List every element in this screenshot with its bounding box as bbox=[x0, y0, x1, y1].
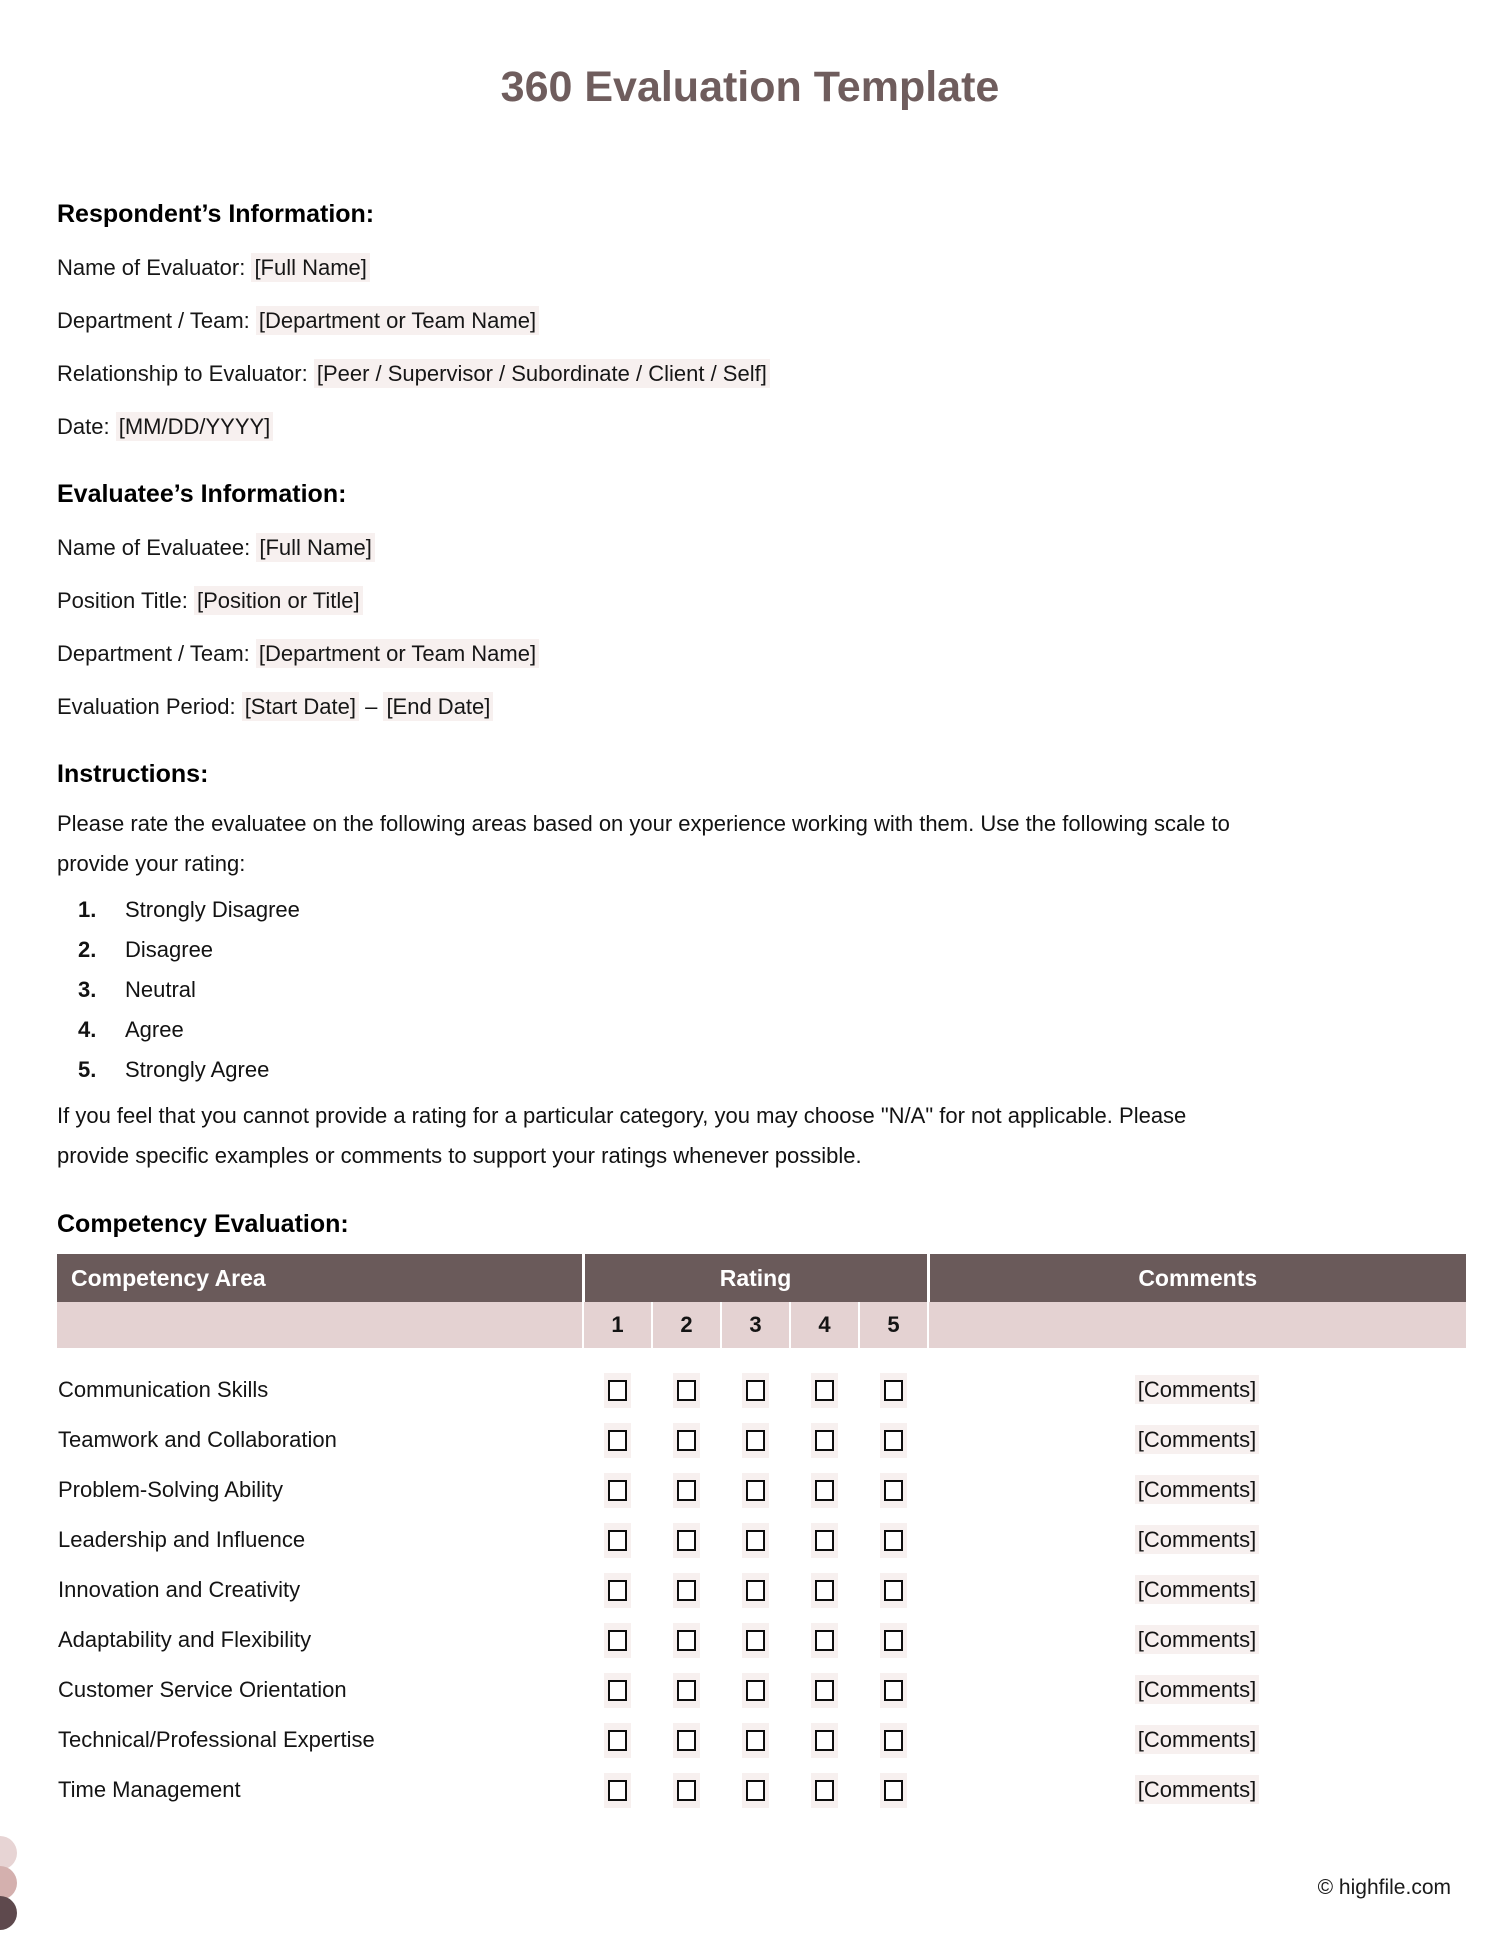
checkbox-icon bbox=[608, 1580, 627, 1601]
rating-cell bbox=[583, 1665, 652, 1715]
rating-cell bbox=[583, 1615, 652, 1665]
evaluatee-info-section bbox=[57, 478, 1464, 722]
scale-label: Neutral bbox=[125, 977, 196, 1002]
respondent-info-heading: Respondent’s Information: bbox=[57, 200, 375, 228]
rating-scale-item bbox=[78, 930, 1464, 970]
rating-scale-item bbox=[78, 1050, 1464, 1090]
column-header-comments: Comments bbox=[928, 1254, 1466, 1302]
rating-checkbox-2[interactable] bbox=[673, 1373, 700, 1408]
scale-number: 1. bbox=[78, 897, 97, 922]
respondent-info-section bbox=[57, 198, 1464, 442]
form-field bbox=[57, 411, 1464, 442]
comments-placeholder[interactable]: [Comments] bbox=[1135, 1725, 1260, 1754]
rating-checkbox-2[interactable] bbox=[673, 1573, 700, 1608]
rating-cell bbox=[652, 1515, 721, 1565]
rating-cell bbox=[652, 1348, 721, 1415]
comments-cell bbox=[928, 1348, 1466, 1415]
rating-checkbox-4[interactable] bbox=[811, 1773, 838, 1808]
rating-scale-number: 1 bbox=[583, 1302, 652, 1348]
checkbox-icon bbox=[746, 1430, 765, 1451]
rating-cell bbox=[721, 1665, 790, 1715]
field-label: Relationship to Evaluator: bbox=[57, 361, 308, 386]
rating-checkbox-4[interactable] bbox=[811, 1723, 838, 1758]
rating-checkbox-4[interactable] bbox=[811, 1423, 838, 1458]
logo-circle-dark-icon bbox=[0, 1896, 17, 1930]
rating-cell bbox=[721, 1615, 790, 1665]
table-row bbox=[57, 1348, 1466, 1415]
checkbox-icon bbox=[677, 1680, 696, 1701]
rating-checkbox-3[interactable] bbox=[742, 1423, 769, 1458]
checkbox-icon bbox=[884, 1480, 903, 1501]
respondent-fields bbox=[57, 252, 1464, 442]
rating-checkbox-3[interactable] bbox=[742, 1473, 769, 1508]
rating-cell bbox=[721, 1515, 790, 1565]
rating-cell bbox=[859, 1765, 928, 1815]
rating-scale-number: 3 bbox=[721, 1302, 790, 1348]
rating-scale-spacer-right bbox=[928, 1302, 1466, 1348]
rating-cell bbox=[790, 1665, 859, 1715]
field-label: Name of Evaluatee: bbox=[57, 535, 251, 560]
checkbox-icon bbox=[884, 1580, 903, 1601]
rating-cell bbox=[790, 1348, 859, 1415]
rating-checkbox-1[interactable] bbox=[604, 1773, 631, 1808]
checkbox-icon bbox=[608, 1680, 627, 1701]
rating-checkbox-4[interactable] bbox=[811, 1673, 838, 1708]
rating-checkbox-5[interactable] bbox=[880, 1623, 907, 1658]
rating-checkbox-1[interactable] bbox=[604, 1473, 631, 1508]
checkbox-icon bbox=[746, 1780, 765, 1801]
rating-checkbox-1[interactable] bbox=[604, 1423, 631, 1458]
checkbox-icon bbox=[677, 1780, 696, 1801]
copyright-text: © highfile.com bbox=[1317, 1876, 1451, 1899]
checkbox-icon bbox=[677, 1530, 696, 1551]
rating-checkbox-4[interactable] bbox=[811, 1473, 838, 1508]
rating-cell bbox=[583, 1415, 652, 1465]
form-field bbox=[57, 532, 1464, 563]
rating-cell bbox=[583, 1565, 652, 1615]
rating-cell bbox=[790, 1765, 859, 1815]
form-field bbox=[57, 252, 1464, 283]
rating-cell bbox=[859, 1665, 928, 1715]
competency-area-cell: Technical/Professional Expertise bbox=[58, 1727, 375, 1752]
rating-checkbox-2[interactable] bbox=[673, 1423, 700, 1458]
rating-cell bbox=[859, 1615, 928, 1665]
checkbox-icon bbox=[884, 1530, 903, 1551]
rating-checkbox-5[interactable] bbox=[880, 1473, 907, 1508]
checkbox-icon bbox=[608, 1630, 627, 1651]
checkbox-icon bbox=[815, 1380, 834, 1401]
rating-cell bbox=[790, 1565, 859, 1615]
rating-scale-row bbox=[57, 1302, 1466, 1348]
competency-area-cell: Communication Skills bbox=[58, 1377, 269, 1402]
rating-cell bbox=[721, 1715, 790, 1765]
rating-cell bbox=[652, 1615, 721, 1665]
rating-scale-list bbox=[78, 890, 1464, 1090]
rating-cell bbox=[583, 1765, 652, 1815]
highfile-logo bbox=[0, 1836, 23, 1936]
rating-cell bbox=[859, 1348, 928, 1415]
rating-cell bbox=[652, 1415, 721, 1465]
comments-placeholder[interactable]: [Comments] bbox=[1135, 1625, 1260, 1654]
competency-area-cell: Adaptability and Flexibility bbox=[58, 1627, 312, 1652]
rating-cell bbox=[721, 1765, 790, 1815]
field-label: Evaluation Period: bbox=[57, 694, 236, 719]
competency-area-cell: Leadership and Influence bbox=[58, 1527, 306, 1552]
form-field bbox=[57, 358, 1464, 389]
comments-placeholder[interactable]: [Comments] bbox=[1135, 1525, 1260, 1554]
comments-placeholder[interactable]: [Comments] bbox=[1135, 1675, 1260, 1704]
table-row bbox=[57, 1415, 1466, 1465]
rating-checkbox-3[interactable] bbox=[742, 1723, 769, 1758]
rating-cell bbox=[859, 1415, 928, 1465]
comments-placeholder[interactable]: [Comments] bbox=[1135, 1475, 1260, 1504]
rating-cell bbox=[583, 1515, 652, 1565]
evaluatee-fields bbox=[57, 532, 1464, 722]
checkbox-icon bbox=[677, 1630, 696, 1651]
rating-scale-item bbox=[78, 970, 1464, 1010]
rating-checkbox-1[interactable] bbox=[604, 1523, 631, 1558]
comments-cell bbox=[928, 1715, 1466, 1765]
rating-checkbox-4[interactable] bbox=[811, 1573, 838, 1608]
rating-checkbox-4[interactable] bbox=[811, 1523, 838, 1558]
form-field bbox=[57, 305, 1464, 336]
comments-placeholder[interactable]: [Comments] bbox=[1135, 1425, 1260, 1454]
field-label: Department / Team: bbox=[57, 641, 250, 666]
column-header-competency-area: Competency Area bbox=[57, 1254, 583, 1302]
rating-cell bbox=[652, 1665, 721, 1715]
rating-checkbox-5[interactable] bbox=[880, 1773, 907, 1808]
field-label: Date: bbox=[57, 414, 110, 439]
comments-cell bbox=[928, 1665, 1466, 1715]
scale-number: 2. bbox=[78, 937, 97, 962]
checkbox-icon bbox=[746, 1730, 765, 1751]
comments-cell bbox=[928, 1415, 1466, 1465]
rating-scale-item bbox=[78, 890, 1464, 930]
table-row bbox=[57, 1715, 1466, 1765]
rating-checkbox-1[interactable] bbox=[604, 1373, 631, 1408]
rating-checkbox-5[interactable] bbox=[880, 1573, 907, 1608]
rating-checkbox-2[interactable] bbox=[673, 1623, 700, 1658]
rating-checkbox-5[interactable] bbox=[880, 1673, 907, 1708]
competency-table bbox=[57, 1254, 1466, 1815]
checkbox-icon bbox=[677, 1380, 696, 1401]
competency-area-cell: Problem-Solving Ability bbox=[58, 1477, 283, 1502]
field-value-placeholder[interactable]: [Full Name] bbox=[251, 253, 369, 282]
rating-cell bbox=[721, 1465, 790, 1515]
rating-cell bbox=[583, 1715, 652, 1765]
field-label: Department / Team: bbox=[57, 308, 250, 333]
checkbox-icon bbox=[746, 1480, 765, 1501]
table-row bbox=[57, 1565, 1466, 1615]
rating-checkbox-5[interactable] bbox=[880, 1723, 907, 1758]
rating-cell bbox=[721, 1565, 790, 1615]
instructions-note: If you feel that you cannot provide a rating for a particular category, you may choose "N/A" for not applicable. Please provide specific examples or comments to support your ratings whenever possible. bbox=[57, 1103, 1187, 1168]
checkbox-icon bbox=[815, 1530, 834, 1551]
rating-scale-number: 5 bbox=[859, 1302, 928, 1348]
rating-cell bbox=[583, 1348, 652, 1415]
comments-cell bbox=[928, 1765, 1466, 1815]
rating-checkbox-3[interactable] bbox=[742, 1673, 769, 1708]
rating-scale-number: 2 bbox=[652, 1302, 721, 1348]
competency-heading: Competency Evaluation: bbox=[57, 1210, 349, 1238]
rating-cell bbox=[652, 1465, 721, 1515]
field-label: Position Title: bbox=[57, 588, 188, 613]
rating-cell bbox=[790, 1415, 859, 1465]
checkbox-icon bbox=[608, 1780, 627, 1801]
checkbox-icon bbox=[815, 1680, 834, 1701]
scale-number: 4. bbox=[78, 1017, 97, 1042]
rating-checkbox-5[interactable] bbox=[880, 1423, 907, 1458]
form-field: Evaluation Period: [Start Date] – [End Date] bbox=[57, 691, 1464, 722]
scale-number: 3. bbox=[78, 977, 97, 1002]
rating-cell bbox=[652, 1765, 721, 1815]
table-row bbox=[57, 1515, 1466, 1565]
rating-checkbox-4[interactable] bbox=[811, 1623, 838, 1658]
checkbox-icon bbox=[884, 1780, 903, 1801]
scale-label: Strongly Disagree bbox=[125, 897, 300, 922]
field-value-placeholder[interactable]: [End Date] bbox=[383, 692, 493, 721]
checkbox-icon bbox=[815, 1780, 834, 1801]
page-title: 360 Evaluation Template bbox=[500, 63, 1000, 111]
rating-cell bbox=[790, 1515, 859, 1565]
checkbox-icon bbox=[815, 1730, 834, 1751]
checkbox-icon bbox=[815, 1630, 834, 1651]
competency-area-cell: Time Management bbox=[58, 1777, 241, 1802]
rating-cell bbox=[859, 1515, 928, 1565]
field-value-placeholder[interactable]: [Full Name] bbox=[256, 533, 374, 562]
checkbox-icon bbox=[746, 1530, 765, 1551]
rating-checkbox-2[interactable] bbox=[673, 1673, 700, 1708]
rating-checkbox-3[interactable] bbox=[742, 1373, 769, 1408]
rating-scale-number: 4 bbox=[790, 1302, 859, 1348]
rating-cell bbox=[859, 1565, 928, 1615]
form-field bbox=[57, 585, 1464, 616]
table-row bbox=[57, 1615, 1466, 1665]
field-value-placeholder[interactable]: [Department or Team Name] bbox=[256, 639, 539, 668]
field-value-placeholder[interactable]: [Position or Title] bbox=[194, 586, 363, 615]
rating-checkbox-2[interactable] bbox=[673, 1773, 700, 1808]
checkbox-icon bbox=[815, 1480, 834, 1501]
rating-checkbox-3[interactable] bbox=[742, 1623, 769, 1658]
checkbox-icon bbox=[608, 1730, 627, 1751]
checkbox-icon bbox=[608, 1480, 627, 1501]
instructions-intro: Please rate the evaluatee on the following areas based on your experience working with them. Use the following scale to provide your rating: bbox=[57, 811, 1230, 876]
rating-cell bbox=[652, 1715, 721, 1765]
rating-cell bbox=[790, 1715, 859, 1765]
scale-label: Strongly Agree bbox=[125, 1057, 270, 1082]
rating-checkbox-5[interactable] bbox=[880, 1373, 907, 1408]
checkbox-icon bbox=[884, 1730, 903, 1751]
checkbox-icon bbox=[677, 1580, 696, 1601]
logo-circle-medium-icon bbox=[0, 1866, 17, 1900]
checkbox-icon bbox=[608, 1380, 627, 1401]
checkbox-icon bbox=[884, 1380, 903, 1401]
competency-area-cell: Customer Service Orientation bbox=[58, 1677, 347, 1702]
form-field bbox=[57, 638, 1464, 669]
rating-cell bbox=[790, 1615, 859, 1665]
checkbox-icon bbox=[746, 1680, 765, 1701]
comments-cell bbox=[928, 1615, 1466, 1665]
checkbox-icon bbox=[884, 1680, 903, 1701]
rating-cell bbox=[652, 1565, 721, 1615]
evaluatee-info-heading: Evaluatee’s Information: bbox=[57, 480, 347, 508]
field-label: Name of Evaluator: bbox=[57, 255, 246, 280]
field-value-placeholder[interactable]: [Department or Team Name] bbox=[256, 306, 539, 335]
comments-placeholder[interactable]: [Comments] bbox=[1135, 1775, 1260, 1804]
rating-checkbox-2[interactable] bbox=[673, 1523, 700, 1558]
rating-cell bbox=[859, 1715, 928, 1765]
comments-cell bbox=[928, 1515, 1466, 1565]
checkbox-icon bbox=[746, 1380, 765, 1401]
rating-checkbox-1[interactable] bbox=[604, 1723, 631, 1758]
instructions-heading: Instructions: bbox=[57, 760, 209, 788]
table-row bbox=[57, 1765, 1466, 1815]
scale-number: 5. bbox=[78, 1057, 97, 1082]
rating-checkbox-1[interactable] bbox=[604, 1573, 631, 1608]
checkbox-icon bbox=[884, 1430, 903, 1451]
field-value-placeholder[interactable]: [MM/DD/YYYY] bbox=[116, 412, 274, 441]
rating-checkbox-2[interactable] bbox=[673, 1473, 700, 1508]
rating-scale-spacer-left bbox=[57, 1302, 583, 1348]
checkbox-icon bbox=[815, 1430, 834, 1451]
rating-checkbox-5[interactable] bbox=[880, 1523, 907, 1558]
checkbox-icon bbox=[677, 1430, 696, 1451]
competency-section bbox=[57, 1208, 1464, 1815]
checkbox-icon bbox=[884, 1630, 903, 1651]
rating-cell bbox=[583, 1465, 652, 1515]
checkbox-icon bbox=[608, 1530, 627, 1551]
field-value-placeholder[interactable]: [Peer / Supervisor / Subordinate / Client / Self] bbox=[314, 359, 770, 388]
rating-cell bbox=[790, 1465, 859, 1515]
table-header-row bbox=[57, 1254, 1466, 1302]
competency-area-cell: Teamwork and Collaboration bbox=[58, 1427, 337, 1452]
rating-checkbox-3[interactable] bbox=[742, 1773, 769, 1808]
comments-cell bbox=[928, 1565, 1466, 1615]
checkbox-icon bbox=[677, 1480, 696, 1501]
rating-checkbox-1[interactable] bbox=[604, 1673, 631, 1708]
rating-scale-item bbox=[78, 1010, 1464, 1050]
comments-cell bbox=[928, 1465, 1466, 1515]
rating-checkbox-2[interactable] bbox=[673, 1723, 700, 1758]
logo-circle-light-icon bbox=[0, 1836, 17, 1870]
instructions-section bbox=[57, 758, 1464, 1176]
scale-label: Agree bbox=[125, 1017, 184, 1042]
rating-cell bbox=[721, 1348, 790, 1415]
column-header-rating: Rating bbox=[583, 1254, 928, 1302]
rating-checkbox-3[interactable] bbox=[742, 1523, 769, 1558]
table-row bbox=[57, 1465, 1466, 1515]
rating-cell bbox=[859, 1465, 928, 1515]
checkbox-icon bbox=[746, 1630, 765, 1651]
document-content bbox=[0, 198, 1500, 1815]
checkbox-icon bbox=[815, 1580, 834, 1601]
rating-checkbox-1[interactable] bbox=[604, 1623, 631, 1658]
comments-placeholder[interactable]: [Comments] bbox=[1135, 1575, 1260, 1604]
rating-checkbox-4[interactable] bbox=[811, 1373, 838, 1408]
rating-cell bbox=[721, 1415, 790, 1465]
rating-checkbox-3[interactable] bbox=[742, 1573, 769, 1608]
checkbox-icon bbox=[608, 1430, 627, 1451]
checkbox-icon bbox=[746, 1580, 765, 1601]
competency-area-cell: Innovation and Creativity bbox=[58, 1577, 301, 1602]
comments-placeholder[interactable]: [Comments] bbox=[1135, 1375, 1260, 1404]
scale-label: Disagree bbox=[125, 937, 214, 962]
table-row bbox=[57, 1665, 1466, 1715]
checkbox-icon bbox=[677, 1730, 696, 1751]
field-value-placeholder[interactable]: [Start Date] bbox=[242, 692, 359, 721]
